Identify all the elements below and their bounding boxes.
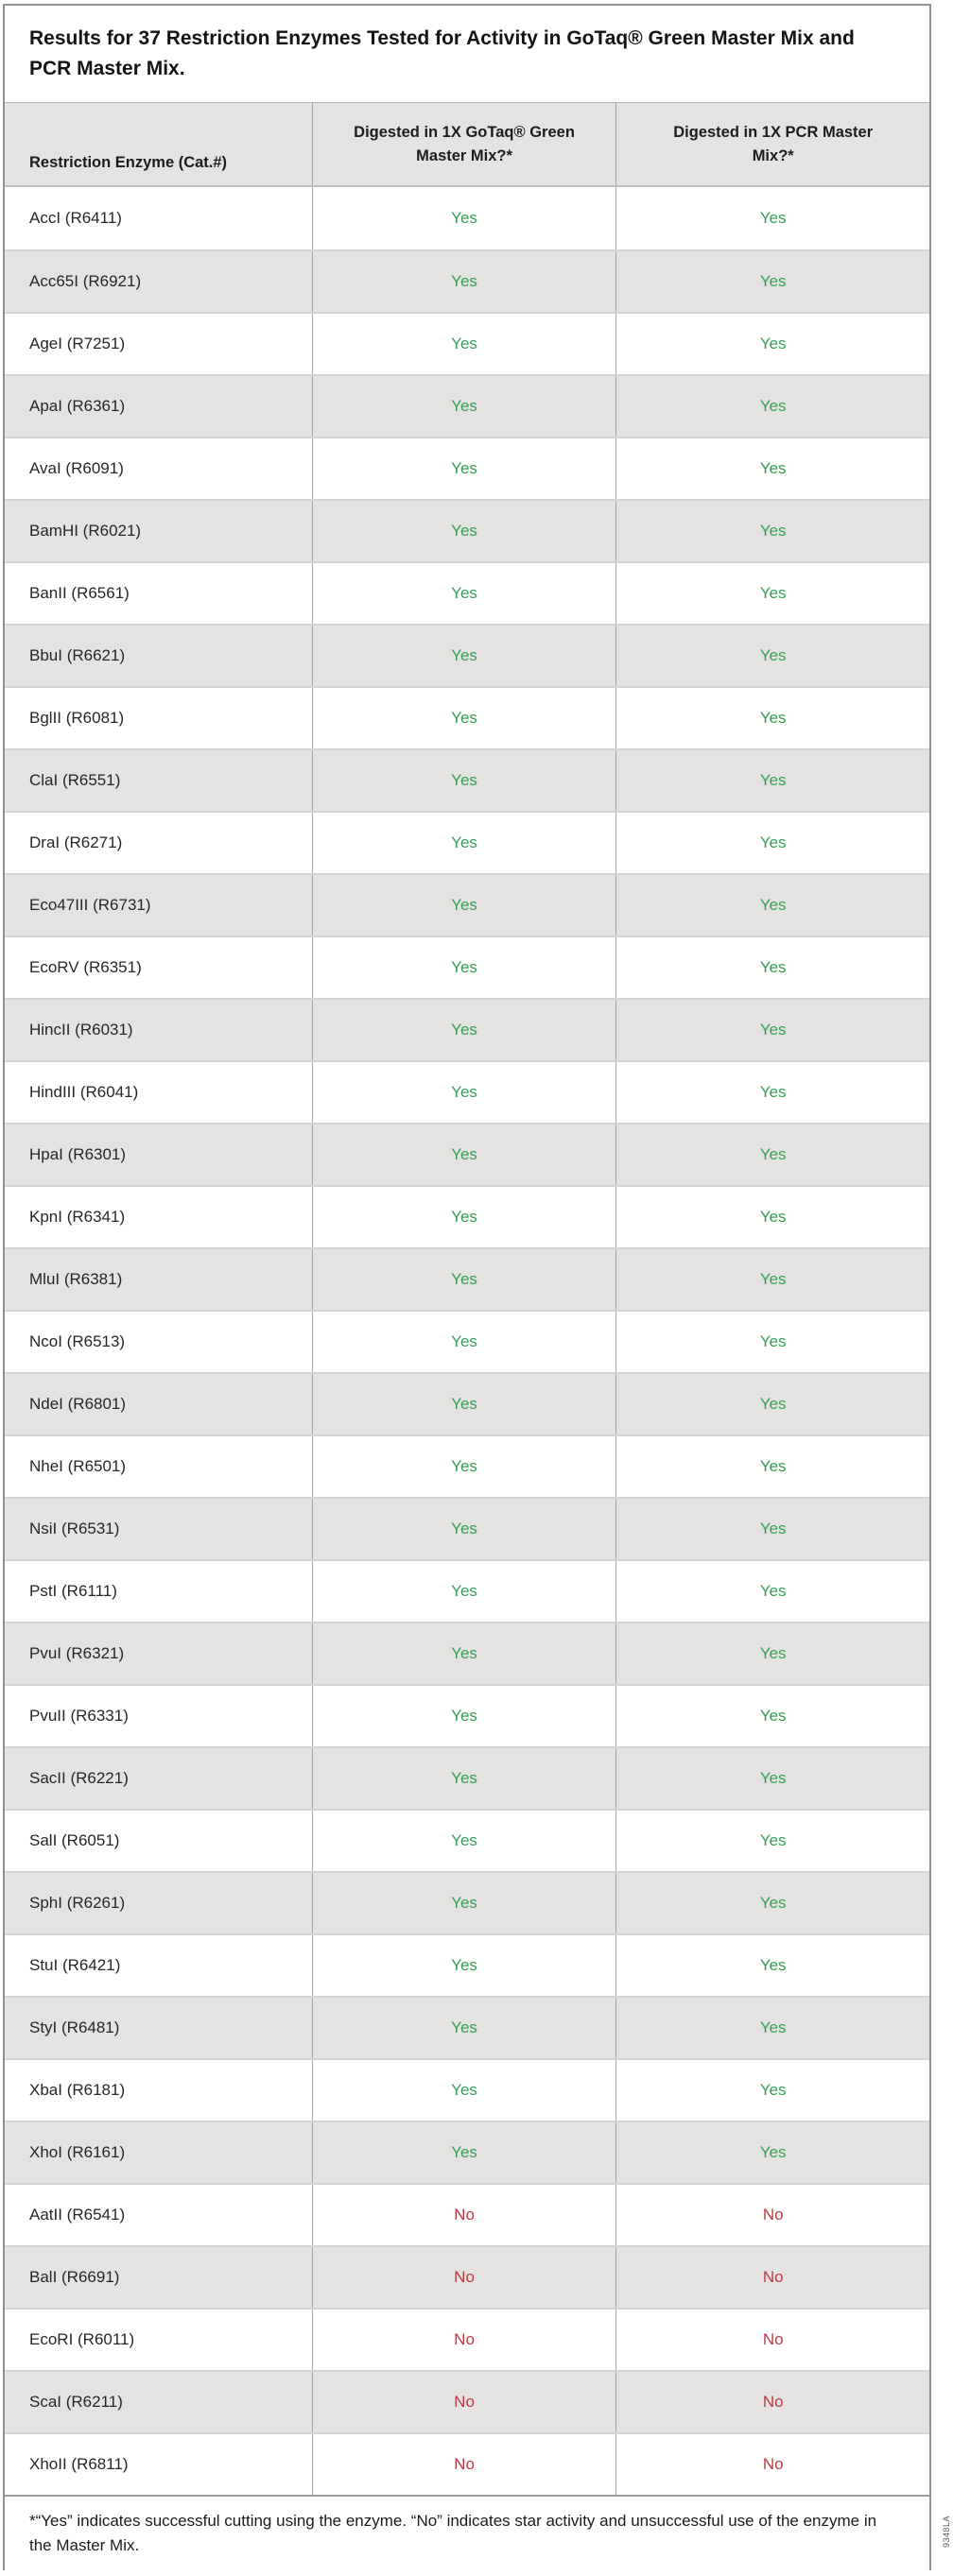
enzyme-cell: NdeI (R6801) — [5, 1374, 313, 1434]
pcr-result-cell: Yes — [759, 1707, 787, 1725]
gotaq-result-cell: Yes — [313, 1748, 617, 1809]
results-table-figure — [3, 4, 931, 2570]
gotaq-result-cell: Yes — [313, 563, 617, 624]
table-row — [5, 1310, 929, 1372]
pcr-result-cell: Yes — [759, 1457, 787, 1475]
gotaq-result-cell: Yes — [313, 813, 617, 873]
table-row — [5, 312, 929, 374]
pcr-result-cell: Yes — [759, 1956, 787, 1974]
enzyme-cell: MluI (R6381) — [5, 1249, 313, 1310]
table-row — [5, 1746, 929, 1809]
enzyme-cell: NsiI (R6531) — [5, 1499, 313, 1559]
enzyme-cell: NcoI (R6513) — [5, 1312, 313, 1372]
table-row — [5, 499, 929, 561]
table-row — [5, 624, 929, 686]
enzyme-cell: StyI (R6481) — [5, 1998, 313, 2058]
table-row — [5, 1434, 929, 1497]
gotaq-result-cell: Yes — [313, 1499, 617, 1559]
gotaq-result-cell: Yes — [313, 1000, 617, 1060]
enzyme-cell: BbuI (R6621) — [5, 626, 313, 686]
enzyme-cell: AvaI (R6091) — [5, 438, 313, 499]
pcr-result-cell: Yes — [759, 1208, 787, 1226]
footnote: *“Yes” indicates successful cutting using the enzyme. “No” indicates star activity and unsuccessful use of the enzyme in the Master Mix. — [5, 2495, 929, 2570]
pcr-result-cell: Yes — [759, 584, 787, 602]
table-row — [5, 1933, 929, 1996]
table-row — [5, 2183, 929, 2245]
table-row — [5, 1185, 929, 1247]
gotaq-result-cell: Yes — [313, 1561, 617, 1622]
table-row — [5, 1622, 929, 1684]
pcr-result-cell: Yes — [759, 709, 787, 727]
gotaq-result-cell: Yes — [313, 187, 617, 249]
figure-title: Results for 37 Restriction Enzymes Tested for Activity in GoTaq® Green Master Mix and PCR Master Mix. — [29, 27, 855, 79]
gotaq-result-cell: Yes — [313, 1374, 617, 1434]
enzyme-cell: XbaI (R6181) — [5, 2060, 313, 2121]
gotaq-result-cell: Yes — [313, 1312, 617, 1372]
pcr-result-cell: Yes — [759, 1270, 787, 1288]
gotaq-result-cell: No — [313, 2310, 617, 2370]
pcr-result-cell: Yes — [759, 1145, 787, 1163]
table-row — [5, 686, 929, 748]
gotaq-result-cell: Yes — [313, 1935, 617, 1996]
pcr-result-cell: Yes — [759, 209, 787, 227]
pcr-result-cell: Yes — [759, 2143, 787, 2161]
enzyme-cell: StuI (R6421) — [5, 1935, 313, 1996]
gotaq-result-cell: No — [313, 2247, 617, 2308]
enzyme-cell: BalI (R6691) — [5, 2247, 313, 2308]
table-row — [5, 2121, 929, 2183]
enzyme-cell: Eco47III (R6731) — [5, 875, 313, 936]
enzyme-cell: SalI (R6051) — [5, 1811, 313, 1871]
table-row — [5, 2245, 929, 2308]
table-row — [5, 873, 929, 936]
enzyme-cell: DraI (R6271) — [5, 813, 313, 873]
enzyme-cell: AgeI (R7251) — [5, 314, 313, 374]
pcr-result-cell: Yes — [759, 1769, 787, 1787]
pcr-result-cell: Yes — [759, 2081, 787, 2099]
gotaq-result-cell: Yes — [313, 1811, 617, 1871]
enzyme-cell: BglII (R6081) — [5, 688, 313, 748]
gotaq-result-cell: No — [313, 2185, 617, 2245]
gotaq-result-cell: Yes — [313, 750, 617, 811]
pcr-result-cell: Yes — [759, 1083, 787, 1101]
pcr-result-cell: Yes — [759, 1395, 787, 1413]
gotaq-result-cell: No — [313, 2372, 617, 2432]
pcr-result-cell: No — [762, 2393, 784, 2411]
table-row — [5, 1809, 929, 1871]
gotaq-result-cell: Yes — [313, 1125, 617, 1185]
gotaq-result-cell: Yes — [313, 1873, 617, 1933]
table-row — [5, 374, 929, 437]
gotaq-result-cell: Yes — [313, 1249, 617, 1310]
table-row — [5, 748, 929, 811]
enzyme-cell: Acc65I (R6921) — [5, 251, 313, 312]
gotaq-result-cell: Yes — [313, 875, 617, 936]
table-row — [5, 437, 929, 499]
enzyme-cell: SphI (R6261) — [5, 1873, 313, 1933]
pcr-result-cell: No — [762, 2455, 784, 2473]
pcr-result-cell: Yes — [759, 397, 787, 415]
gotaq-result-cell: Yes — [313, 376, 617, 437]
enzyme-cell: SacII (R6221) — [5, 1748, 313, 1809]
gotaq-result-cell: Yes — [313, 1187, 617, 1247]
gotaq-result-cell: Yes — [313, 438, 617, 499]
gotaq-result-cell: Yes — [313, 1062, 617, 1123]
table-row — [5, 561, 929, 624]
table-row — [5, 1684, 929, 1746]
table-row — [5, 1497, 929, 1559]
table-row — [5, 1372, 929, 1434]
enzyme-cell: ApaI (R6361) — [5, 376, 313, 437]
pcr-result-cell: Yes — [759, 1582, 787, 1600]
enzyme-cell: XhoI (R6161) — [5, 2122, 313, 2183]
table-row — [5, 811, 929, 873]
enzyme-cell: PvuI (R6321) — [5, 1623, 313, 1684]
enzyme-cell: HincII (R6031) — [5, 1000, 313, 1060]
enzyme-cell: ClaI (R6551) — [5, 750, 313, 811]
gotaq-result-cell: Yes — [313, 2122, 617, 2183]
gotaq-result-cell: Yes — [313, 1686, 617, 1746]
table-row — [5, 1247, 929, 1310]
gotaq-result-cell: Yes — [313, 626, 617, 686]
header-restriction-enzyme: Restriction Enzyme (Cat.#) — [5, 103, 313, 185]
gotaq-result-cell: Yes — [313, 2060, 617, 2121]
table-row — [5, 2058, 929, 2121]
table-body — [5, 187, 929, 2495]
table-row — [5, 2370, 929, 2432]
gotaq-result-cell: Yes — [313, 1623, 617, 1684]
enzyme-cell: PstI (R6111) — [5, 1561, 313, 1622]
gotaq-result-cell: Yes — [313, 937, 617, 998]
gotaq-result-cell: Yes — [313, 501, 617, 561]
pcr-result-cell: No — [762, 2330, 784, 2348]
pcr-result-cell: Yes — [759, 896, 787, 914]
table-row — [5, 1060, 929, 1123]
enzyme-cell: EcoRV (R6351) — [5, 937, 313, 998]
gotaq-result-cell: Yes — [313, 1436, 617, 1497]
enzyme-cell: AatII (R6541) — [5, 2185, 313, 2245]
pcr-result-cell: Yes — [759, 771, 787, 789]
gotaq-result-cell: Yes — [313, 688, 617, 748]
pcr-result-cell: Yes — [759, 522, 787, 540]
enzyme-cell: AccI (R6411) — [5, 187, 313, 249]
table-row — [5, 1871, 929, 1933]
pcr-result-cell: Yes — [759, 459, 787, 477]
enzyme-cell: HpaI (R6301) — [5, 1125, 313, 1185]
gotaq-result-cell: Yes — [313, 314, 617, 374]
enzyme-cell: ScaI (R6211) — [5, 2372, 313, 2432]
header-pcr-master-mix: Digested in 1X PCR Master Mix?* — [673, 123, 874, 164]
gotaq-result-cell: No — [313, 2434, 617, 2495]
pcr-result-cell: No — [762, 2206, 784, 2224]
enzyme-cell: BamHI (R6021) — [5, 501, 313, 561]
table-row — [5, 2432, 929, 2495]
table-row — [5, 2308, 929, 2370]
pcr-result-cell: Yes — [759, 646, 787, 664]
pcr-result-cell: Yes — [759, 1021, 787, 1039]
figure-id-vertical-label: 9348LA — [942, 2515, 951, 2548]
table-row — [5, 1996, 929, 2058]
pcr-result-cell: Yes — [759, 2018, 787, 2036]
pcr-result-cell: Yes — [759, 1332, 787, 1350]
enzyme-cell: BanII (R6561) — [5, 563, 313, 624]
table-row — [5, 1123, 929, 1185]
pcr-result-cell: Yes — [759, 958, 787, 976]
table-row — [5, 1559, 929, 1622]
enzyme-cell: KpnI (R6341) — [5, 1187, 313, 1247]
pcr-result-cell: Yes — [759, 1644, 787, 1662]
table-row — [5, 998, 929, 1060]
pcr-result-cell: Yes — [759, 833, 787, 851]
gotaq-result-cell: Yes — [313, 1998, 617, 2058]
pcr-result-cell: Yes — [759, 1831, 787, 1849]
enzyme-cell: XhoII (R6811) — [5, 2434, 313, 2495]
gotaq-result-cell: Yes — [313, 251, 617, 312]
enzyme-cell: NheI (R6501) — [5, 1436, 313, 1497]
enzyme-cell: PvuII (R6331) — [5, 1686, 313, 1746]
pcr-result-cell: Yes — [759, 1520, 787, 1537]
table-header — [5, 102, 929, 187]
enzyme-cell: HindIII (R6041) — [5, 1062, 313, 1123]
pcr-result-cell: Yes — [759, 1894, 787, 1912]
pcr-result-cell: Yes — [759, 335, 787, 352]
header-gotaq-green-master-mix: Digested in 1X GoTaq® Green Master Mix?* — [313, 103, 617, 185]
pcr-result-cell: No — [762, 2268, 784, 2286]
table-row — [5, 187, 929, 249]
table-row — [5, 936, 929, 998]
pcr-result-cell: Yes — [759, 272, 787, 290]
enzyme-cell: EcoRI (R6011) — [5, 2310, 313, 2370]
table-row — [5, 249, 929, 312]
